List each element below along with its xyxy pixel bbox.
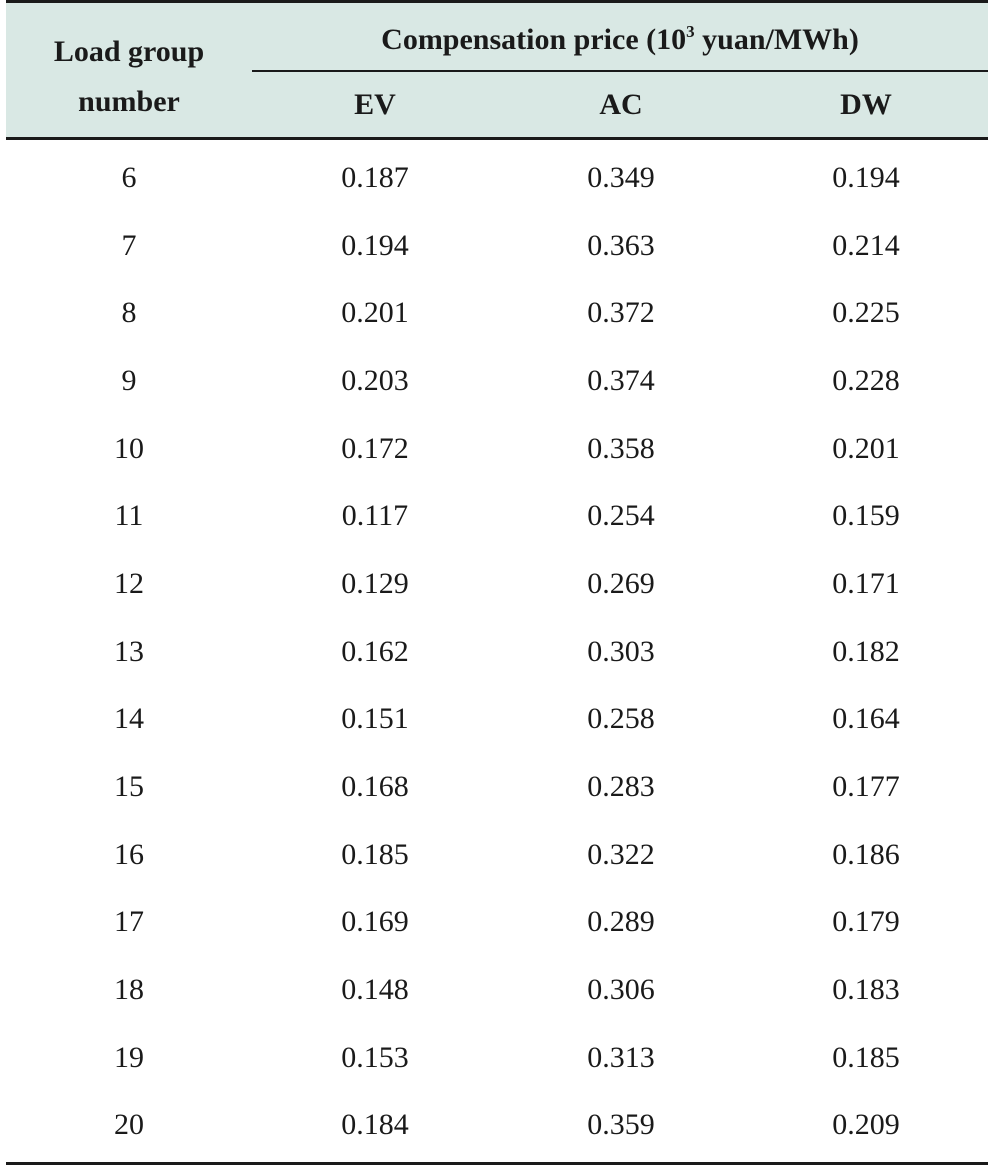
load-group-number-cell: 10 xyxy=(114,431,144,465)
load-group-number-cell: 6 xyxy=(121,160,137,194)
dw-price-cell: 0.214 xyxy=(832,228,900,262)
ev-price-cell: 0.168 xyxy=(341,770,409,804)
ev-price-cell: 0.203 xyxy=(341,363,409,397)
table-row xyxy=(6,686,988,754)
load-group-number-header xyxy=(6,27,252,127)
ev-price-cell: 0.169 xyxy=(341,905,409,939)
ev-price-cell: 0.172 xyxy=(341,431,409,465)
load-group-number-cell: 11 xyxy=(114,499,144,533)
ac-price-cell: 0.313 xyxy=(587,1040,655,1074)
ac-price-cell: 0.283 xyxy=(587,770,655,804)
ac-price-cell: 0.359 xyxy=(587,1108,655,1142)
ev-price-cell: 0.162 xyxy=(341,634,409,668)
load-group-number-cell: 20 xyxy=(114,1108,144,1142)
column-header-ac: AC xyxy=(599,88,643,121)
load-group-number-cell: 15 xyxy=(114,770,144,804)
compensation-price-table xyxy=(6,0,988,1165)
column-header-ev: EV xyxy=(354,88,396,121)
dw-price-cell: 0.209 xyxy=(832,1108,900,1142)
load-group-number-cell: 16 xyxy=(114,837,144,871)
dw-price-cell: 0.182 xyxy=(832,634,900,668)
dw-price-cell: 0.228 xyxy=(832,363,900,397)
table-row xyxy=(6,279,988,347)
ev-price-cell: 0.151 xyxy=(341,702,409,736)
ac-price-cell: 0.358 xyxy=(587,431,655,465)
ev-price-cell: 0.194 xyxy=(341,228,409,262)
dw-price-cell: 0.171 xyxy=(832,566,900,600)
ev-price-cell: 0.153 xyxy=(341,1040,409,1074)
dw-price-cell: 0.159 xyxy=(832,499,900,533)
compensation-price-header xyxy=(252,18,988,62)
load-group-header-line2: number xyxy=(78,85,180,118)
ac-price-cell: 0.269 xyxy=(587,566,655,600)
table-row xyxy=(6,482,988,550)
load-group-number-cell: 9 xyxy=(121,363,137,397)
dw-price-cell: 0.183 xyxy=(832,973,900,1007)
table-header xyxy=(6,3,988,137)
ev-price-cell: 0.201 xyxy=(341,296,409,330)
table-row xyxy=(6,956,988,1024)
header-sub-rule xyxy=(252,70,988,72)
table-row xyxy=(6,821,988,889)
table-row xyxy=(6,1092,988,1160)
load-group-number-cell: 19 xyxy=(114,1040,144,1074)
load-group-number-cell: 13 xyxy=(114,634,144,668)
table-row xyxy=(6,347,988,415)
ev-price-cell: 0.117 xyxy=(341,499,409,533)
load-group-number-cell: 7 xyxy=(121,228,137,262)
table-row xyxy=(6,415,988,483)
ac-price-cell: 0.254 xyxy=(587,499,655,533)
load-group-number-cell: 12 xyxy=(114,566,144,600)
dw-price-cell: 0.177 xyxy=(832,770,900,804)
dw-price-cell: 0.185 xyxy=(832,1040,900,1074)
ev-price-cell: 0.148 xyxy=(341,973,409,1007)
table-row xyxy=(6,144,988,212)
load-group-number-cell: 17 xyxy=(114,905,144,939)
load-group-number-cell: 18 xyxy=(114,973,144,1007)
ac-price-cell: 0.363 xyxy=(587,228,655,262)
ac-price-cell: 0.374 xyxy=(587,363,655,397)
dw-price-cell: 0.194 xyxy=(832,160,900,194)
ac-price-cell: 0.289 xyxy=(587,905,655,939)
compensation-header-prefix: Compensation price (10 xyxy=(381,23,687,56)
ac-price-cell: 0.349 xyxy=(587,160,655,194)
load-group-number-cell: 8 xyxy=(121,296,137,330)
dw-price-cell: 0.164 xyxy=(832,702,900,736)
ev-price-cell: 0.187 xyxy=(341,160,409,194)
table-row xyxy=(6,889,988,957)
ac-price-cell: 0.306 xyxy=(587,973,655,1007)
dw-price-cell: 0.225 xyxy=(832,296,900,330)
load-group-header-line1: Load group xyxy=(53,35,205,68)
ev-price-cell: 0.184 xyxy=(341,1108,409,1142)
dw-price-cell: 0.179 xyxy=(832,905,900,939)
table-body xyxy=(6,140,988,1159)
ac-price-cell: 0.322 xyxy=(587,837,655,871)
column-header-dw: DW xyxy=(840,88,892,121)
dw-price-cell: 0.186 xyxy=(832,837,900,871)
compensation-header-suffix: yuan/MWh) xyxy=(694,23,859,56)
ac-price-cell: 0.258 xyxy=(587,702,655,736)
load-group-number-cell: 14 xyxy=(114,702,144,736)
ac-price-cell: 0.372 xyxy=(587,296,655,330)
table-row xyxy=(6,618,988,686)
ac-price-cell: 0.303 xyxy=(587,634,655,668)
dw-price-cell: 0.201 xyxy=(832,431,900,465)
compensation-header-exponent: 3 xyxy=(686,22,695,41)
table-row xyxy=(6,753,988,821)
ev-price-cell: 0.129 xyxy=(341,566,409,600)
table-row xyxy=(6,550,988,618)
table-row xyxy=(6,1024,988,1092)
ev-price-cell: 0.185 xyxy=(341,837,409,871)
table-row xyxy=(6,212,988,280)
